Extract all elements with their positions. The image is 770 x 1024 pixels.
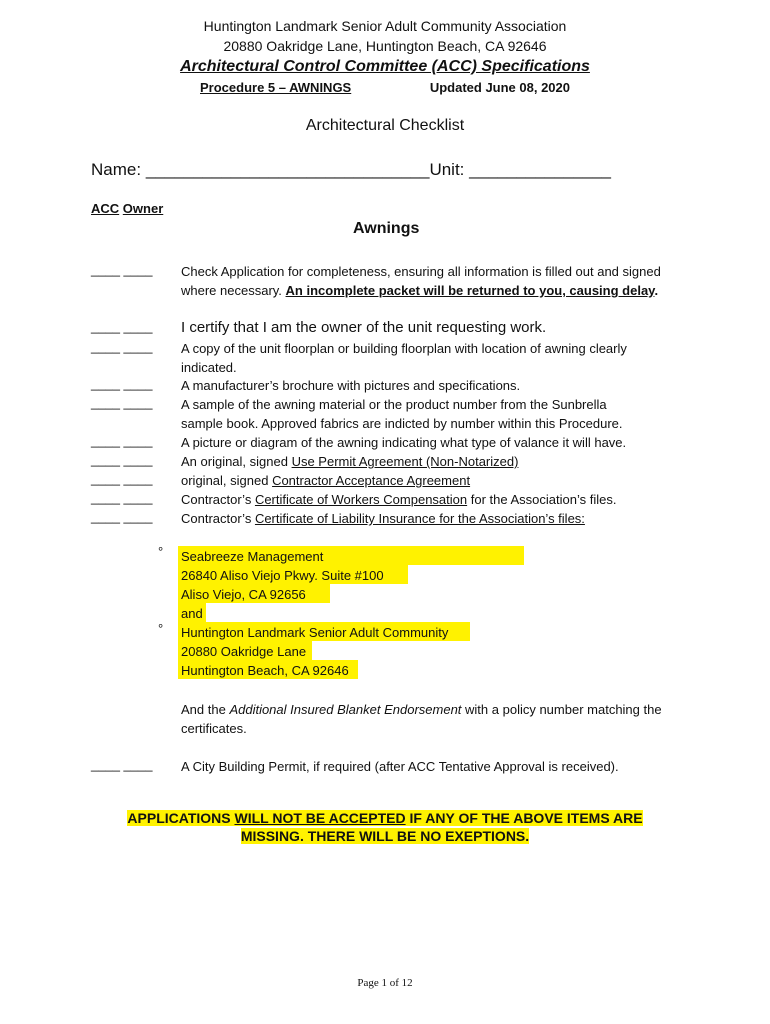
workers-comp-suffix: for the Association’s files. bbox=[467, 492, 617, 507]
warning-line2-text: MISSING. THERE WILL BE NO EXEPTIONS. bbox=[240, 828, 530, 844]
address-1-line-2: 26840 Aliso Viejo Pkwy. Suite #100 bbox=[181, 568, 384, 583]
unit-label: Unit: bbox=[429, 160, 465, 179]
item-liability bbox=[181, 509, 681, 528]
item-completeness bbox=[181, 262, 681, 300]
contractor-acceptance-link[interactable]: Contractor Acceptance Agreement bbox=[272, 473, 471, 488]
column-headers bbox=[91, 201, 163, 216]
completeness-text: Check Application for completeness, ensuring all information is filled out and signed where necessary. bbox=[181, 264, 661, 298]
item-city-permit: A City Building Permit, if required (after ACC Tentative Approval is received). bbox=[181, 759, 619, 774]
endorsement-italic: Additional Insured Blanket Endorsement bbox=[229, 702, 462, 717]
endorsement-prefix: And the bbox=[181, 702, 230, 717]
address-2-line-3: Huntington Beach, CA 92646 bbox=[181, 663, 349, 678]
use-permit-link[interactable]: Use Permit Agreement (Non-Notarized) bbox=[291, 454, 519, 469]
item-certify: I certify that I am the owner of the unit requesting work. bbox=[181, 319, 547, 336]
address-1-line-1: Seabreeze Management bbox=[181, 549, 324, 564]
bullet: ° bbox=[158, 621, 164, 636]
check-blank[interactable]: ____ ____ bbox=[91, 490, 153, 505]
name-label: Name: bbox=[91, 160, 142, 179]
check-blank[interactable]: ____ ____ bbox=[91, 319, 153, 334]
check-blank[interactable]: ____ ____ bbox=[91, 395, 153, 410]
item-contractor-acceptance bbox=[181, 471, 681, 490]
bullet: ° bbox=[158, 544, 164, 559]
owner-column-label: Owner bbox=[122, 201, 164, 216]
completeness-period: . bbox=[654, 283, 659, 298]
check-blank[interactable]: ____ ____ bbox=[91, 339, 153, 354]
item-sample-line2: sample book. Approved fabrics are indicted by number within this Procedure. bbox=[181, 416, 623, 431]
warning-line-1 bbox=[0, 810, 770, 826]
liability-prefix: Contractor’s bbox=[181, 511, 255, 526]
acc-column-label: ACC bbox=[91, 201, 120, 216]
procedure-line bbox=[200, 80, 570, 95]
liability-link[interactable]: Certificate of Liability Insurance for the Association’s files: bbox=[254, 511, 585, 526]
warning-part2: WILL NOT BE ACCEPTED bbox=[234, 810, 406, 826]
workers-comp-link[interactable]: Certificate of Workers Compensation bbox=[254, 492, 468, 507]
document-title: Architectural Control Committee (ACC) Specifications bbox=[180, 58, 590, 75]
check-blank[interactable]: ____ ____ bbox=[91, 757, 153, 772]
warning-part3: IF ANY OF THE ABOVE ITEMS ARE bbox=[405, 810, 643, 826]
endorsement-text bbox=[181, 700, 681, 738]
section-title: Awnings bbox=[353, 220, 420, 237]
address-2-line-2: 20880 Oakridge Lane bbox=[181, 644, 307, 659]
item-use-permit bbox=[181, 452, 681, 471]
check-blank[interactable]: ____ ____ bbox=[91, 262, 153, 277]
check-blank[interactable]: ____ ____ bbox=[91, 376, 153, 391]
updated-date: Updated June 08, 2020 bbox=[429, 80, 570, 95]
workers-comp-prefix: Contractor’s bbox=[181, 492, 255, 507]
checklist-title: Architectural Checklist bbox=[305, 117, 465, 134]
check-blank[interactable]: ____ ____ bbox=[91, 433, 153, 448]
item-picture: A picture or diagram of the awning indicating what type of valance it will have. bbox=[181, 435, 627, 450]
warning-line-2 bbox=[0, 828, 770, 844]
check-blank[interactable]: ____ ____ bbox=[91, 471, 153, 486]
address-and: and bbox=[181, 606, 203, 621]
endorsement-suffix: with a policy number matching the certificates. bbox=[181, 702, 662, 736]
org-address: 20880 Oakridge Lane, Huntington Beach, CA 92646 bbox=[223, 38, 547, 54]
name-blank[interactable]: ______________________________ bbox=[145, 160, 430, 179]
address-2-line-1: Huntington Landmark Senior Adult Community bbox=[181, 625, 449, 640]
contractor-acceptance-prefix: original, signed bbox=[181, 473, 273, 488]
warning-highlight-1 bbox=[127, 810, 642, 826]
completeness-warning: An incomplete packet will be returned to you, causing delay bbox=[285, 283, 655, 298]
warning-part1: APPLICATIONS bbox=[127, 810, 235, 826]
item-sample-line1: A sample of the awning material or the product number from the Sunbrella bbox=[181, 397, 607, 412]
name-unit-row bbox=[91, 160, 611, 180]
org-name: Huntington Landmark Senior Adult Community Association bbox=[203, 18, 567, 34]
procedure-label: Procedure 5 – AWNINGS bbox=[200, 80, 352, 95]
page-number: Page 1 of 12 bbox=[357, 977, 413, 989]
check-blank[interactable]: ____ ____ bbox=[91, 452, 153, 467]
use-permit-prefix: An original, signed bbox=[181, 454, 292, 469]
item-floorplan: A copy of the unit floorplan or building floorplan with location of awning clearly indicated. bbox=[181, 341, 627, 375]
item-workers-comp bbox=[181, 490, 681, 509]
unit-blank[interactable]: _______________ bbox=[469, 160, 611, 179]
item-brochure: A manufacturer’s brochure with pictures and specifications. bbox=[181, 378, 521, 393]
address-1-line-3: Aliso Viejo, CA 92656 bbox=[181, 587, 306, 602]
check-blank[interactable]: ____ ____ bbox=[91, 509, 153, 524]
